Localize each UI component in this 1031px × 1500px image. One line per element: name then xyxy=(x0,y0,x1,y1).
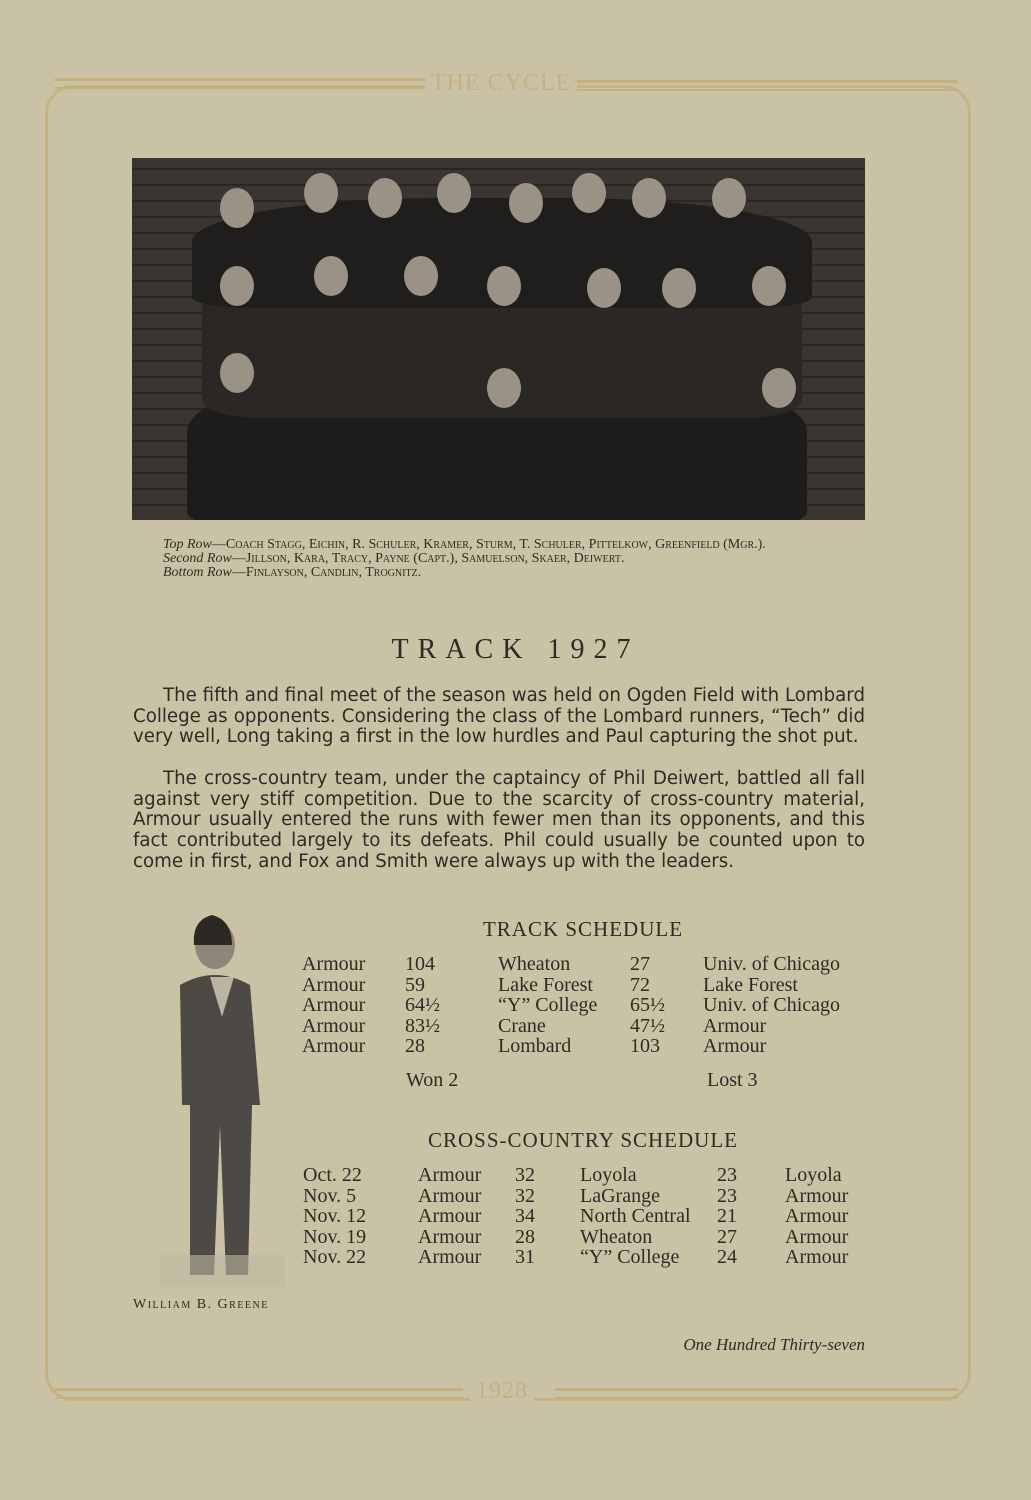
schedule-cell: Wheaton xyxy=(580,1225,653,1248)
schedule-cell: Armour xyxy=(785,1246,849,1268)
schedule-cell: “Y” College xyxy=(498,994,598,1016)
paragraph: The cross-country team, under the captaincy of Phil Deiwert, battled all fall against very stiff competition. Due to the scarcity of cross-country material, Armour usually entered the runs with fewer men than its opponents, and this fact contributed largely to its defeats. Phil could usually be counted upon to come in first, and Fox and Smith were always up with the leaders. xyxy=(133,768,865,872)
schedule-cell: “Y” College xyxy=(580,1246,680,1268)
schedule-cell: Loyola xyxy=(580,1164,637,1186)
schedule-cell: Univ. of Chicago xyxy=(703,994,841,1016)
schedule-cell: Armour xyxy=(418,1184,482,1207)
schedule-cell: Nov. 12 xyxy=(303,1205,367,1227)
caption-names: Jillson, Kara, Tracy, Payne (Capt.), Samuelson, Skaer, Deiwert. xyxy=(245,551,625,566)
schedule-cell: 23 xyxy=(717,1184,737,1207)
schedule-cell: Loyola xyxy=(785,1164,842,1186)
track-schedule-heading: TRACK SCHEDULE xyxy=(482,917,684,941)
schedule-cell: Armour xyxy=(418,1205,482,1227)
caption-row-label: Top Row xyxy=(163,537,212,552)
schedule-cell: 104 xyxy=(405,953,435,975)
schedule-cell: Armour xyxy=(703,1035,767,1057)
schedule-cell: Armour xyxy=(418,1225,482,1248)
schedule-cell: Lake Forest xyxy=(703,973,798,996)
schedule-cell: 28 xyxy=(405,1035,425,1057)
schedule-cell: Lake Forest xyxy=(498,973,593,996)
schedule-cell: Nov. 22 xyxy=(303,1246,367,1268)
photo-caption: Top Row—Coach Stagg, Eichin, R. Schuler, Kramer, Sturm, T. Schuler, Pittelkow, Greenfield (Mgr.). Second Row—Jillson, Kara, Tracy, Payne (Capt.), Samuelson, Skaer, Deiwert. Bottom Row—Finlayson, Candlin, Trognitz. xyxy=(163,537,766,580)
schedule-cell: 21 xyxy=(717,1205,737,1227)
won-count: Won 2 xyxy=(406,1069,459,1091)
schedule-cell: Armour xyxy=(302,953,366,975)
schedule-cell: 32 xyxy=(515,1184,535,1207)
schedule-cell: Crane xyxy=(498,1014,546,1037)
schedule-cell: 59 xyxy=(405,973,425,996)
schedule-cell: Armour xyxy=(785,1225,849,1248)
schedule-cell: 34 xyxy=(515,1205,535,1227)
article-title: TRACK 1927 xyxy=(391,634,640,665)
schedule-cell: Univ. of Chicago xyxy=(703,953,841,975)
schedule-cell: 27 xyxy=(630,953,650,975)
schedule-cell: 83½ xyxy=(405,1014,440,1037)
paragraph: The fifth and final meet of the season was held on Ogden Field with Lombard College as opponents. Considering the class of the Lombard runners, “Tech” did very well, Long taking a first in the low hurdles and Paul capturing the shot put. xyxy=(133,685,865,748)
caption-names: Finlayson, Candlin, Trognitz. xyxy=(245,565,422,580)
schedule-cell: LaGrange xyxy=(580,1184,660,1207)
schedule-cell: Armour xyxy=(302,973,366,996)
schedule-cell: 72 xyxy=(630,973,650,996)
schedule-cell: Armour xyxy=(302,1035,366,1057)
schedule-cell: Armour xyxy=(418,1246,482,1268)
schedule-cell: Armour xyxy=(785,1184,849,1207)
schedule-cell: 64½ xyxy=(405,994,440,1016)
header-rule-right xyxy=(560,80,958,91)
caption-names: Coach Stagg, Eichin, R. Schuler, Kramer, Sturm, T. Schuler, Pittelkow, Greenfield (Mgr.). xyxy=(225,537,766,552)
schedule-cell: Armour xyxy=(302,994,366,1016)
schedule-cell: Oct. 22 xyxy=(303,1164,362,1186)
schedule-cell: 103 xyxy=(630,1035,660,1057)
running-title: THE CYCLE xyxy=(425,70,577,97)
header-rule-left xyxy=(55,78,427,89)
schedule-cell: Armour xyxy=(703,1014,767,1037)
schedule-cell: 65½ xyxy=(630,994,665,1016)
page-number: One Hundred Thirty-seven xyxy=(683,1335,865,1354)
team-photo xyxy=(132,158,865,520)
footer-year: 1928 xyxy=(470,1378,534,1405)
portrait-photo xyxy=(160,915,285,1287)
schedule-cell: 28 xyxy=(515,1225,535,1248)
schedule-cell: Armour xyxy=(418,1164,482,1186)
schedule-cell: 23 xyxy=(717,1164,737,1186)
schedule-cell: Lombard xyxy=(498,1035,572,1057)
schedule-cell: 47½ xyxy=(630,1014,665,1037)
schedule-cell: North Central xyxy=(580,1205,691,1227)
schedule-cell: Wheaton xyxy=(498,953,571,975)
lost-count: Lost 3 xyxy=(707,1069,758,1091)
schedule-cell: 27 xyxy=(717,1225,737,1248)
cross-country-heading: CROSS-COUNTRY SCHEDULE xyxy=(427,1128,738,1152)
footer-rule-right xyxy=(555,1388,958,1399)
caption-row-label: Bottom Row xyxy=(163,565,232,580)
schedule-cell: 31 xyxy=(515,1246,535,1268)
footer-rule-left xyxy=(55,1388,463,1399)
schedule-cell: 32 xyxy=(515,1164,535,1186)
portrait-name: William B. Greene xyxy=(133,1297,269,1312)
schedule-cell: Armour xyxy=(302,1014,366,1037)
schedule-cell: Armour xyxy=(785,1205,849,1227)
schedule-cell: 24 xyxy=(717,1246,737,1268)
schedule-cell: Nov. 19 xyxy=(303,1225,367,1248)
schedule-cell: Nov. 5 xyxy=(303,1184,357,1207)
caption-row-label: Second Row xyxy=(163,551,232,566)
